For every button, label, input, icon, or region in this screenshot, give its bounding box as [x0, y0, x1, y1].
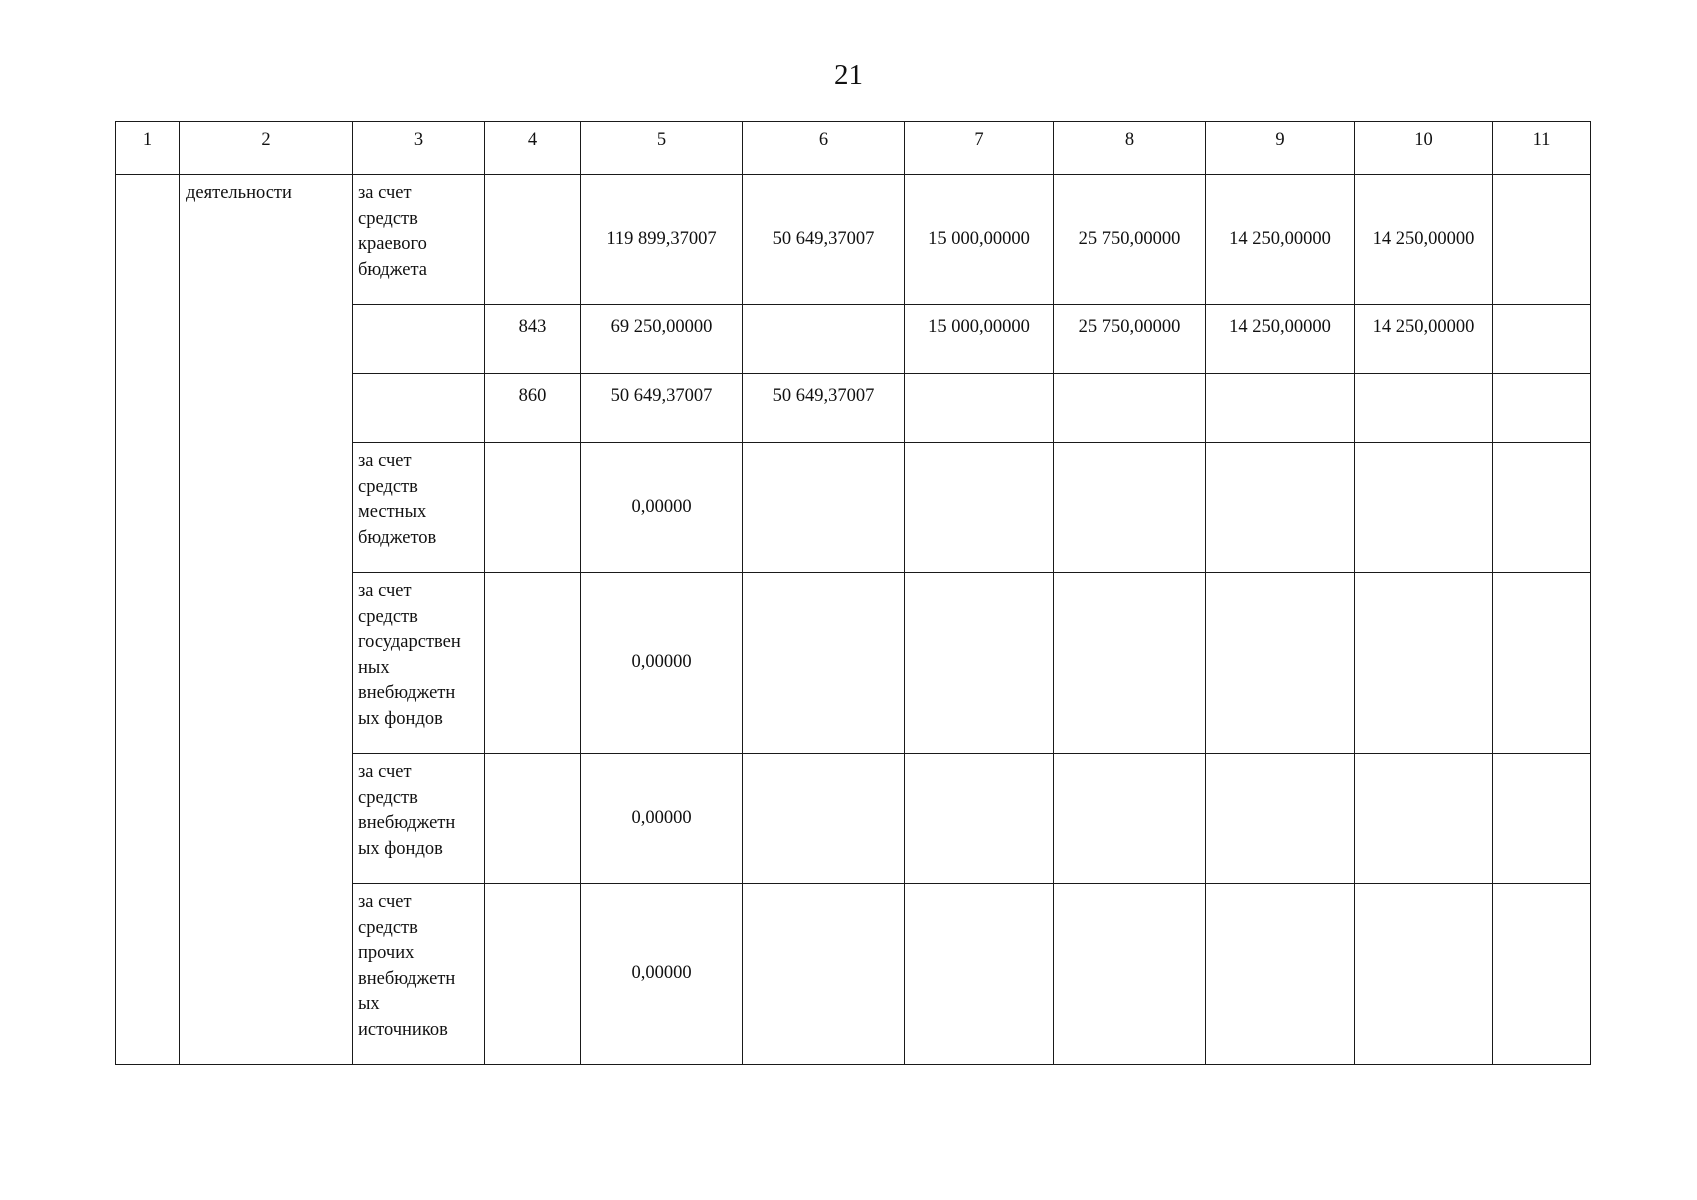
funding-source-cell	[353, 175, 485, 305]
year-cell	[905, 573, 1054, 754]
funding-source-cell	[353, 305, 485, 374]
year-cell: 50 649,37007	[743, 175, 905, 305]
year-cell	[1493, 374, 1591, 443]
year-cell: 25 750,00000	[1054, 175, 1206, 305]
year-cell	[1206, 374, 1355, 443]
activity-name-text: деятельности	[186, 183, 292, 203]
year-cell	[1054, 443, 1206, 573]
year-cell	[1206, 884, 1355, 1065]
year-cell	[1206, 573, 1355, 754]
funding-source-cell	[353, 884, 485, 1065]
year-cell	[1355, 374, 1493, 443]
year-cell	[743, 573, 905, 754]
header-cell: 3	[353, 122, 485, 175]
year-cell	[1206, 443, 1355, 573]
header-cell: 9	[1206, 122, 1355, 175]
code-cell: 843	[485, 305, 581, 374]
code-cell	[485, 884, 581, 1065]
year-cell	[743, 443, 905, 573]
year-cell	[1054, 374, 1206, 443]
code-cell: 860	[485, 374, 581, 443]
year-cell	[905, 374, 1054, 443]
funding-source-cell	[353, 754, 485, 884]
activity-name-cell	[180, 175, 353, 1065]
total-cell: 50 649,37007	[581, 374, 743, 443]
budget-table	[115, 121, 1591, 1065]
funding-source-cell	[353, 573, 485, 754]
header-cell: 8	[1054, 122, 1206, 175]
year-cell	[1493, 754, 1591, 884]
year-cell	[743, 754, 905, 884]
year-cell	[1355, 884, 1493, 1065]
year-cell: 14 250,00000	[1206, 305, 1355, 374]
header-cell: 4	[485, 122, 581, 175]
year-cell: 14 250,00000	[1355, 175, 1493, 305]
year-cell	[905, 884, 1054, 1065]
code-cell	[485, 443, 581, 573]
year-cell	[1493, 443, 1591, 573]
header-cell: 2	[180, 122, 353, 175]
total-cell: 119 899,37007	[581, 175, 743, 305]
code-cell	[485, 175, 581, 305]
year-cell	[905, 443, 1054, 573]
code-cell	[485, 573, 581, 754]
funding-source-text: за счет средств краевого бюджета	[358, 183, 427, 280]
year-cell	[1493, 175, 1591, 305]
year-cell	[743, 305, 905, 374]
total-cell: 69 250,00000	[581, 305, 743, 374]
total-cell: 0,00000	[581, 754, 743, 884]
code-cell	[485, 754, 581, 884]
year-cell	[1355, 443, 1493, 573]
header-cell: 1	[116, 122, 180, 175]
header-cell: 5	[581, 122, 743, 175]
year-cell	[1355, 754, 1493, 884]
funding-source-cell	[353, 374, 485, 443]
table-row	[116, 175, 1591, 305]
year-cell	[1054, 754, 1206, 884]
header-cell: 7	[905, 122, 1054, 175]
funding-source-text: за счет средств государствен ных внебюджетн ых фондов	[358, 581, 461, 729]
year-cell	[905, 754, 1054, 884]
header-row	[116, 122, 1591, 175]
row-number-cell	[116, 175, 180, 1065]
year-cell: 15 000,00000	[905, 175, 1054, 305]
header-cell: 11	[1493, 122, 1591, 175]
year-cell	[1054, 884, 1206, 1065]
year-cell	[1493, 573, 1591, 754]
year-cell: 50 649,37007	[743, 374, 905, 443]
year-cell	[1355, 573, 1493, 754]
header-cell: 10	[1355, 122, 1493, 175]
total-cell: 0,00000	[581, 573, 743, 754]
year-cell: 15 000,00000	[905, 305, 1054, 374]
total-cell: 0,00000	[581, 443, 743, 573]
year-cell	[743, 884, 905, 1065]
page-number: 21	[834, 59, 863, 91]
total-cell: 0,00000	[581, 884, 743, 1065]
year-cell	[1054, 573, 1206, 754]
year-cell	[1493, 305, 1591, 374]
funding-source-cell	[353, 443, 485, 573]
funding-source-text: за счет средств внебюджетн ых фондов	[358, 762, 456, 859]
funding-source-text: за счет средств прочих внебюджетн ых источников	[358, 892, 456, 1040]
funding-source-text: за счет средств местных бюджетов	[358, 451, 437, 548]
year-cell: 14 250,00000	[1206, 175, 1355, 305]
year-cell: 14 250,00000	[1355, 305, 1493, 374]
year-cell: 25 750,00000	[1054, 305, 1206, 374]
year-cell	[1206, 754, 1355, 884]
year-cell	[1493, 884, 1591, 1065]
header-cell: 6	[743, 122, 905, 175]
